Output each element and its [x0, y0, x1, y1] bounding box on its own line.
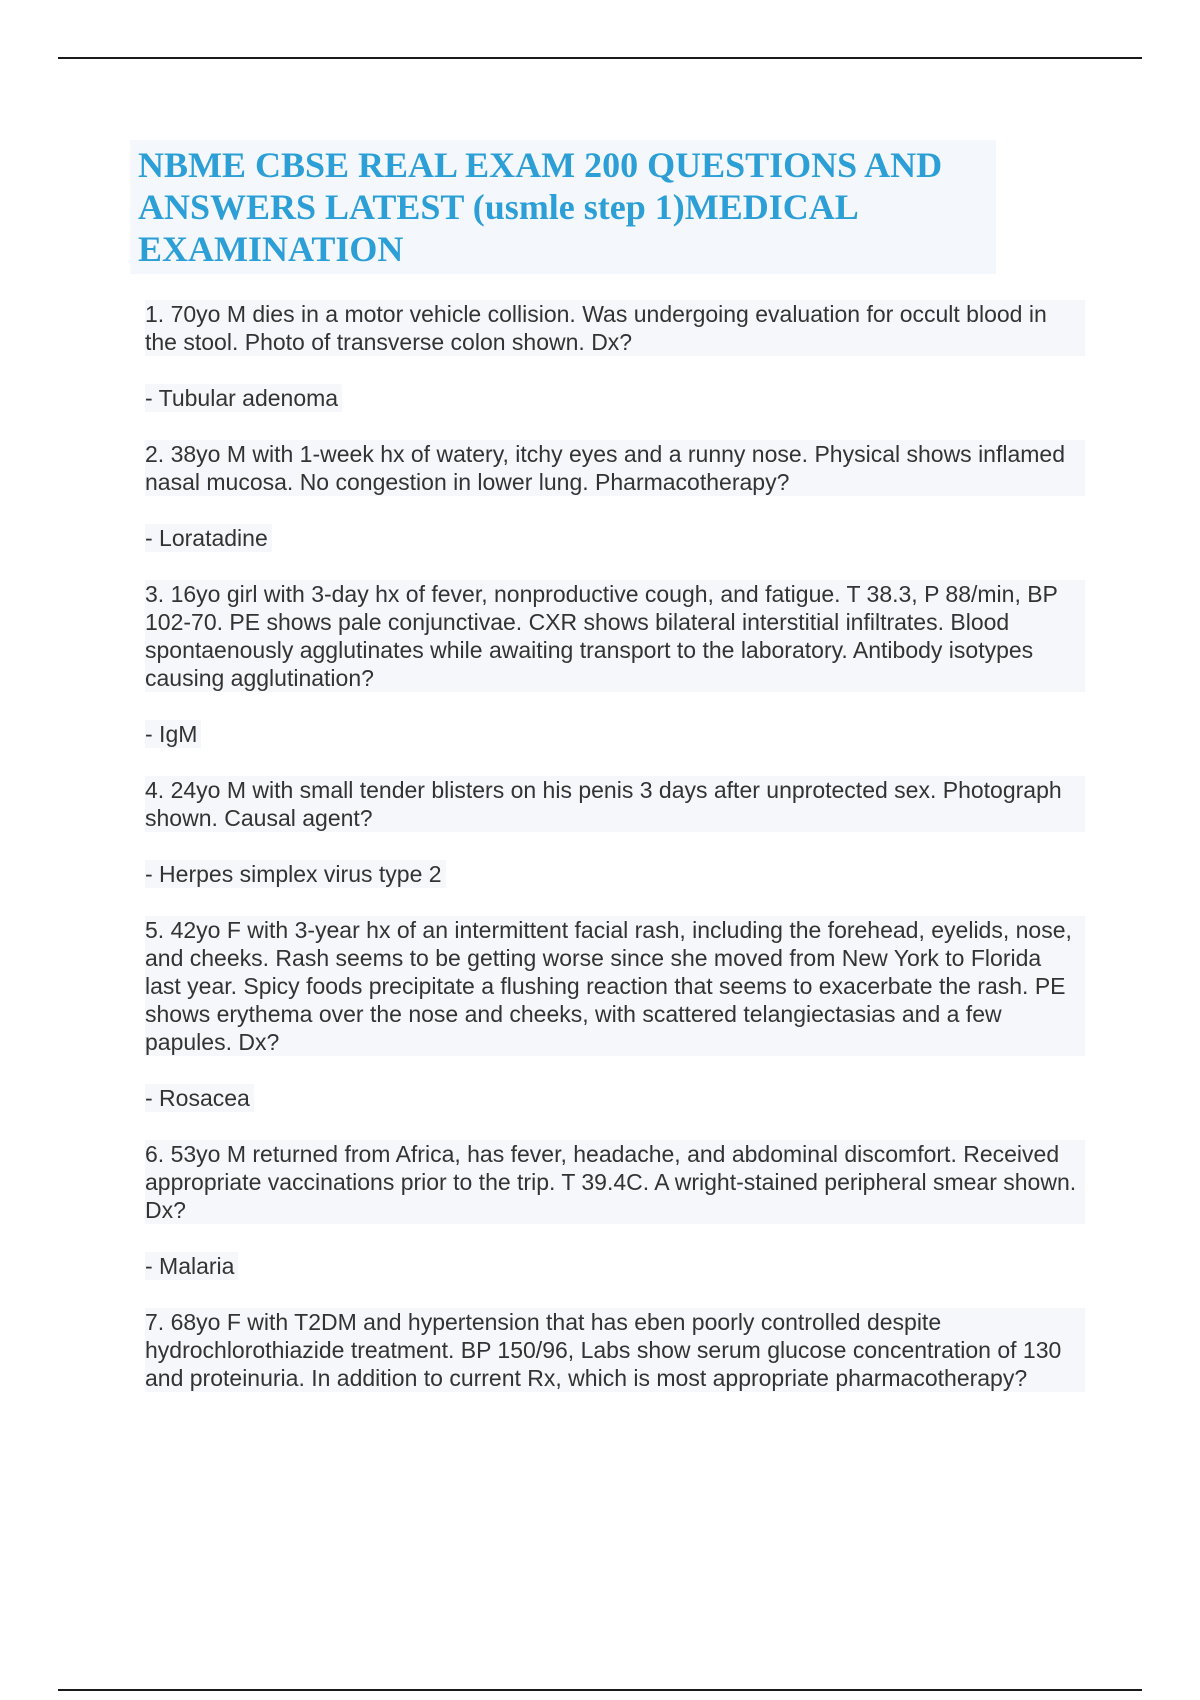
- qa-item-3: [145, 580, 1085, 776]
- answer-3: - IgM: [145, 720, 201, 748]
- qa-item-6: [145, 1140, 1085, 1308]
- answer-6: - Malaria: [145, 1252, 238, 1280]
- question-2: 2. 38yo M with 1-week hx of watery, itchy eyes and a runny nose. Physical shows inflamed nasal mucosa. No congestion in lower lung. Pharmacotherapy?: [145, 440, 1085, 496]
- question-4: 4. 24yo M with small tender blisters on his penis 3 days after unprotected sex. Photograph shown. Causal agent?: [145, 776, 1085, 832]
- answer-5: - Rosacea: [145, 1084, 254, 1112]
- document-title: NBME CBSE REAL EXAM 200 QUESTIONS AND ANSWERS LATEST (usmle step 1)MEDICAL EXAMINATION: [130, 140, 996, 274]
- question-6: 6. 53yo M returned from Africa, has fever, headache, and abdominal discomfort. Received appropriate vaccinations prior to the trip. T 39.4C. A wright-stained peripheral smear shown. Dx?: [145, 1140, 1085, 1224]
- question-3: 3. 16yo girl with 3-day hx of fever, nonproductive cough, and fatigue. T 38.3, P 88/min, BP 102-70. PE shows pale conjunctivae. CXR shows bilateral interstitial infiltrates. Blood spontaenously agglutinates while awaiting transport to the laboratory. Antibody isotypes causing agglutination?: [145, 580, 1085, 692]
- answer-4: - Herpes simplex virus type 2: [145, 860, 446, 888]
- qa-item-7: [145, 1308, 1085, 1392]
- question-7: 7. 68yo F with T2DM and hypertension that has eben poorly controlled despite hydrochlorothiazide treatment. BP 150/96, Labs show serum glucose concentration of 130 and proteinuria. In addition to current Rx, which is most appropriate pharmacotherapy?: [145, 1308, 1085, 1392]
- qa-list: [145, 300, 1085, 1392]
- qa-item-4: [145, 776, 1085, 916]
- question-5: 5. 42yo F with 3-year hx of an intermittent facial rash, including the forehead, eyelids, nose, and cheeks. Rash seems to be getting worse since she moved from New York to Florida last year. Spicy foods precipitate a flushing reaction that seems to exacerbate the rash. PE shows erythema over the nose and cheeks, with scattered telangiectasias and a few papules. Dx?: [145, 916, 1085, 1056]
- bottom-rule: [58, 1689, 1142, 1691]
- question-1: 1. 70yo M dies in a motor vehicle collision. Was undergoing evaluation for occult blood in the stool. Photo of transverse colon shown. Dx?: [145, 300, 1085, 356]
- qa-item-1: [145, 300, 1085, 440]
- qa-item-5: [145, 916, 1085, 1140]
- top-rule: [58, 57, 1142, 59]
- answer-1: - Tubular adenoma: [145, 384, 342, 412]
- qa-item-2: [145, 440, 1085, 580]
- answer-2: - Loratadine: [145, 524, 272, 552]
